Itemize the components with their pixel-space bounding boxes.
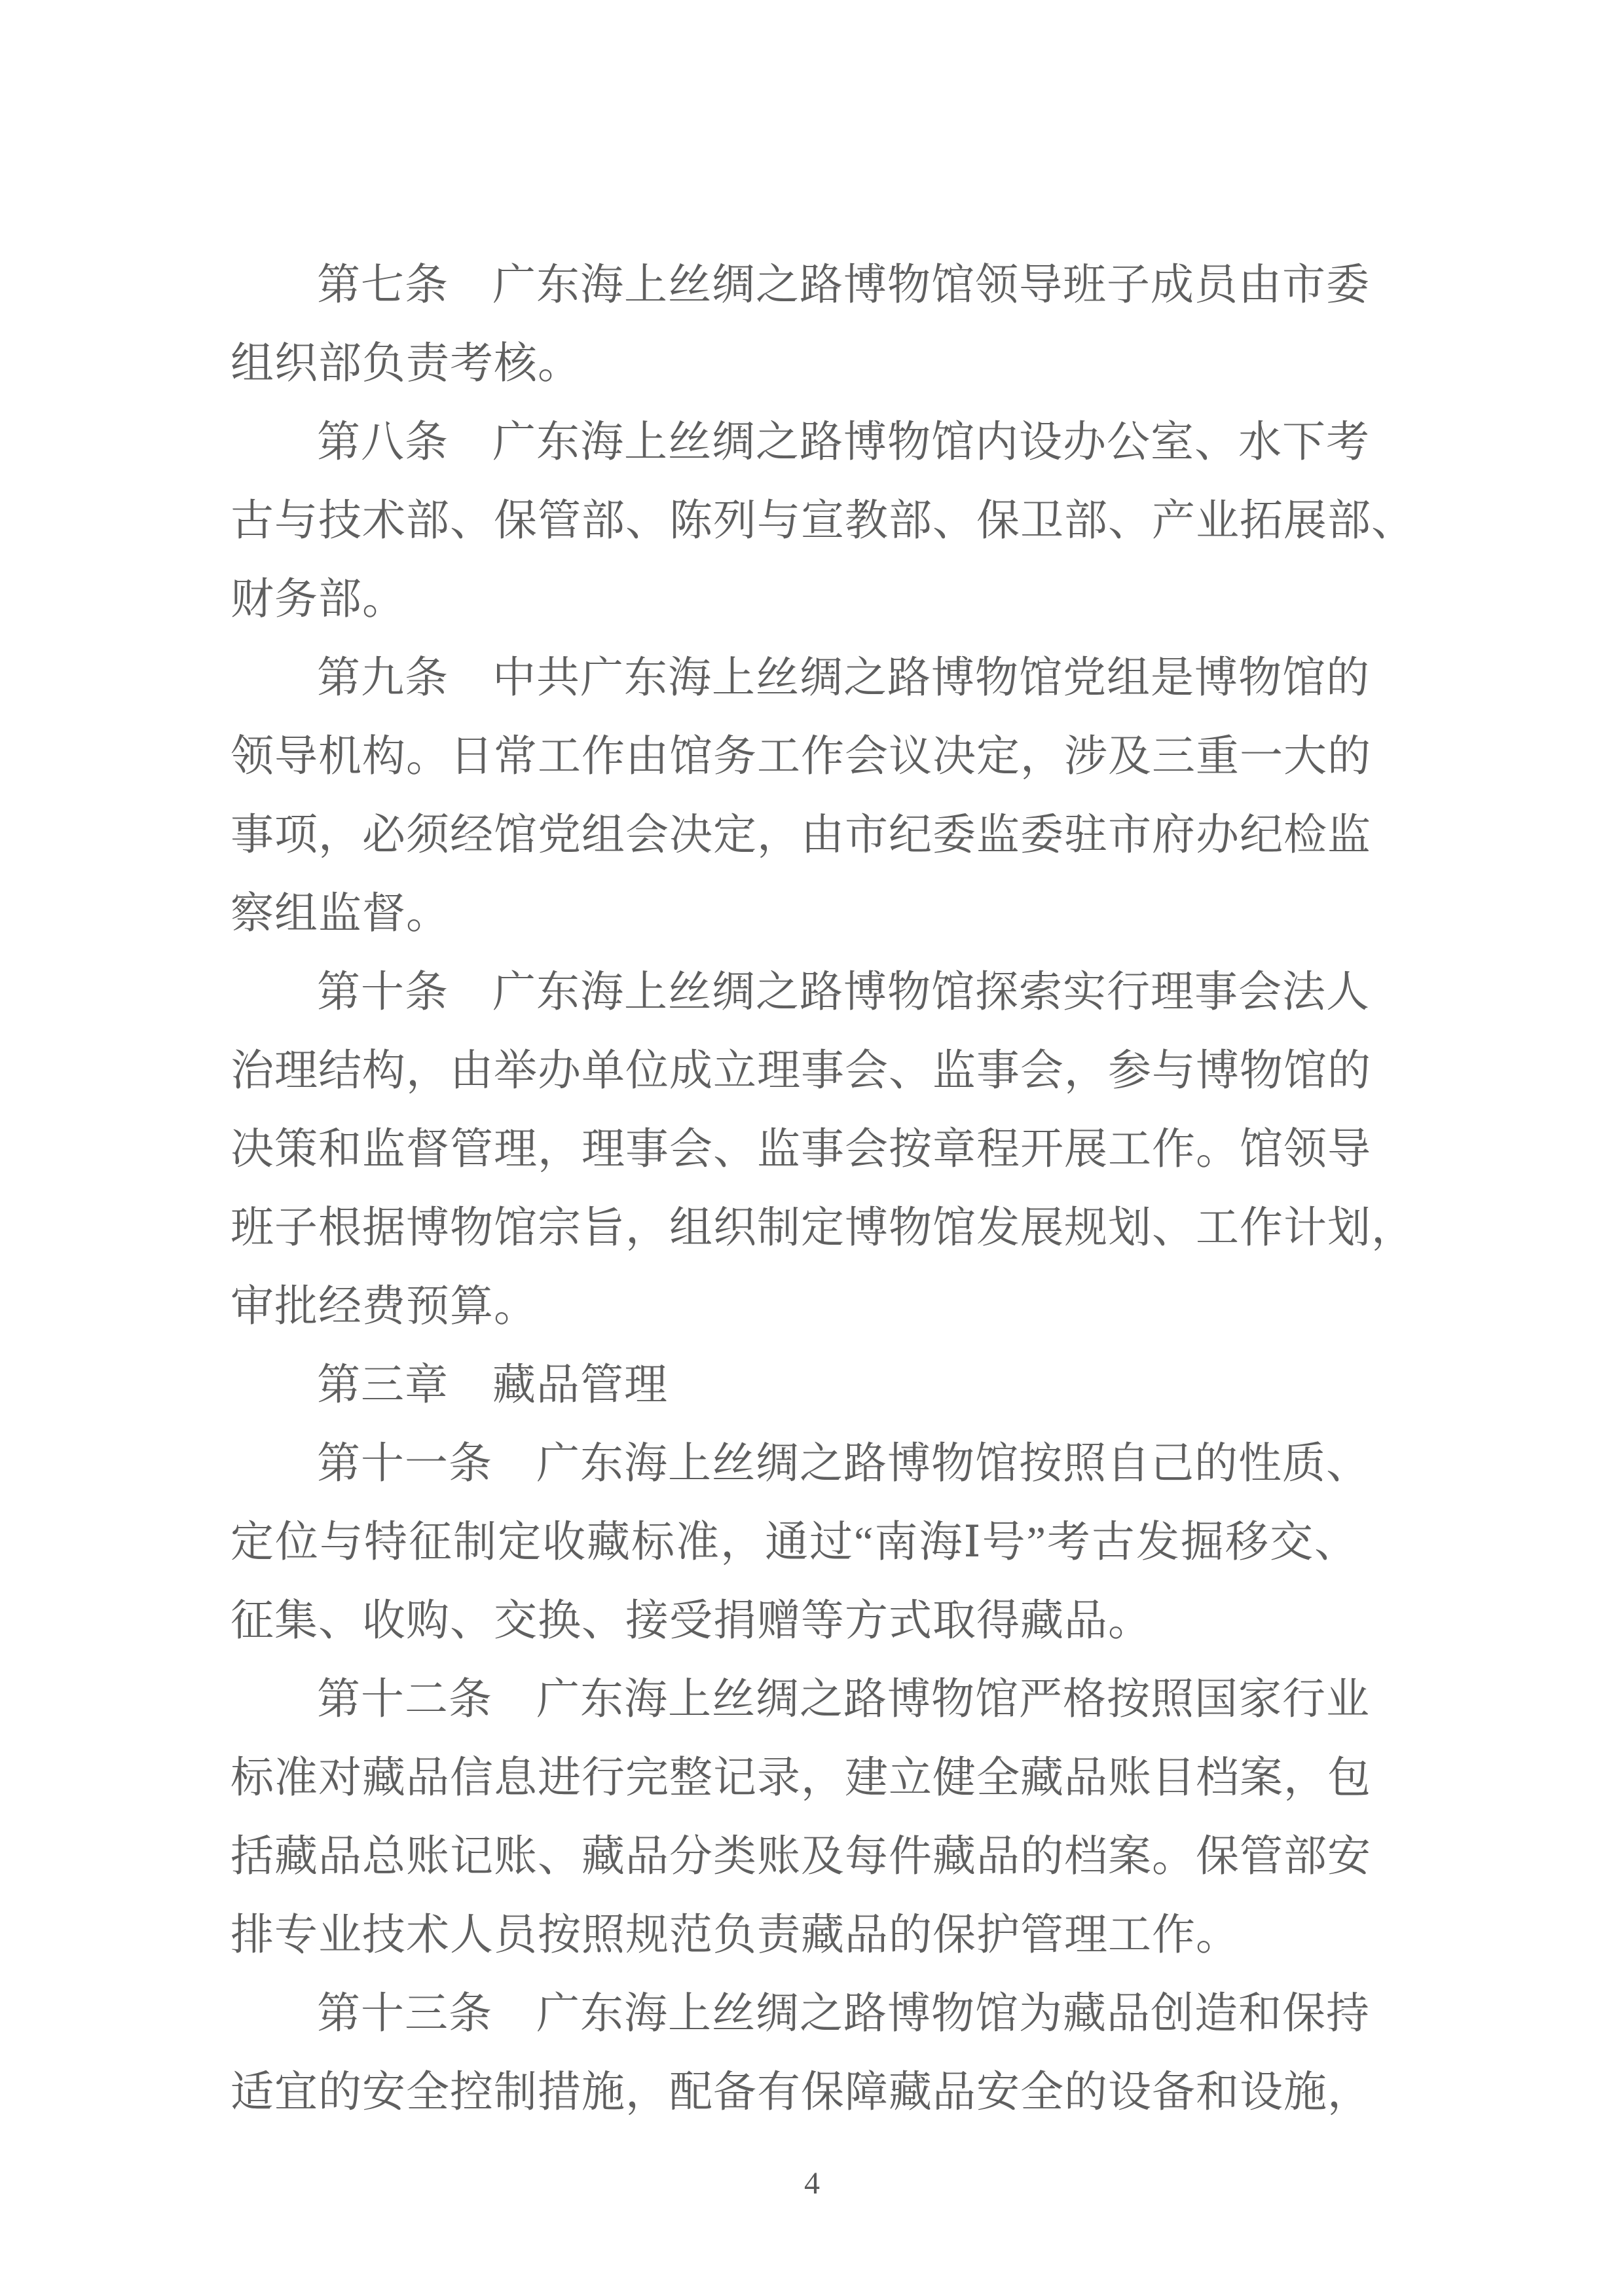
document-line: 第十一条 广东海上丝绸之路博物馆按照自己的性质、: [317, 1440, 1370, 1488]
document-line: 第七条 广东海上丝绸之路博物馆领导班子成员由市委: [317, 261, 1370, 309]
document-line: 第三章 藏品管理: [317, 1361, 668, 1409]
document-line: 审批经费预算。: [231, 1283, 538, 1331]
document-line: 括藏品总账记账、藏品分类账及每件藏品的档案。保管部安: [231, 1833, 1371, 1881]
document-line: 治理结构，由举办单位成立理事会、监事会，参与博物馆的: [231, 1047, 1371, 1095]
document-line: 第十条 广东海上丝绸之路博物馆探索实行理事会法人: [317, 968, 1370, 1016]
document-body: [231, 246, 1415, 2132]
document-line: 第九条 中共广东海上丝绸之路博物馆党组是博物馆的: [317, 654, 1370, 702]
document-line: 财务部。: [231, 576, 406, 623]
document-line: 组织部负责考核。: [231, 340, 581, 388]
document-line: 第十二条 广东海上丝绸之路博物馆严格按照国家行业: [317, 1676, 1370, 1723]
document-line: 察组监督。: [231, 890, 450, 938]
document-line: 标准对藏品信息进行完整记录，建立健全藏品账目档案，包: [231, 1754, 1371, 1802]
document-line: 第八条 广东海上丝绸之路博物馆内设办公室、水下考: [317, 418, 1370, 466]
document-line: 定位与特征制定收藏标准，通过“南海Ⅰ号”考古发掘移交、: [231, 1518, 1358, 1566]
document-line: 事项，必须经馆党组会决定，由市纪委监委驻市府办纪检监: [231, 811, 1371, 859]
document-line: 适宜的安全控制措施，配备有保障藏品安全的设备和设施，: [231, 2068, 1371, 2116]
document-line: 班子根据博物馆宗旨，组织制定博物馆发展规划、工作计划，: [231, 1204, 1415, 1252]
document-line: 古与技术部、保管部、陈列与宣教部、保卫部、产业拓展部、: [231, 497, 1415, 545]
document-line: 领导机构。日常工作由馆务工作会议决定，涉及三重一大的: [231, 733, 1371, 780]
page-number: 4: [804, 2166, 820, 2201]
document-line: 排专业技术人员按照规范负责藏品的保护管理工作。: [231, 1911, 1240, 1959]
document-line: 决策和监督管理，理事会、监事会按章程开展工作。馆领导: [231, 1126, 1371, 1173]
document-line: 征集、收购、交换、接受捐赠等方式取得藏品。: [231, 1597, 1152, 1645]
document-line: 第十三条 广东海上丝绸之路博物馆为藏品创造和保持: [317, 1990, 1370, 2038]
